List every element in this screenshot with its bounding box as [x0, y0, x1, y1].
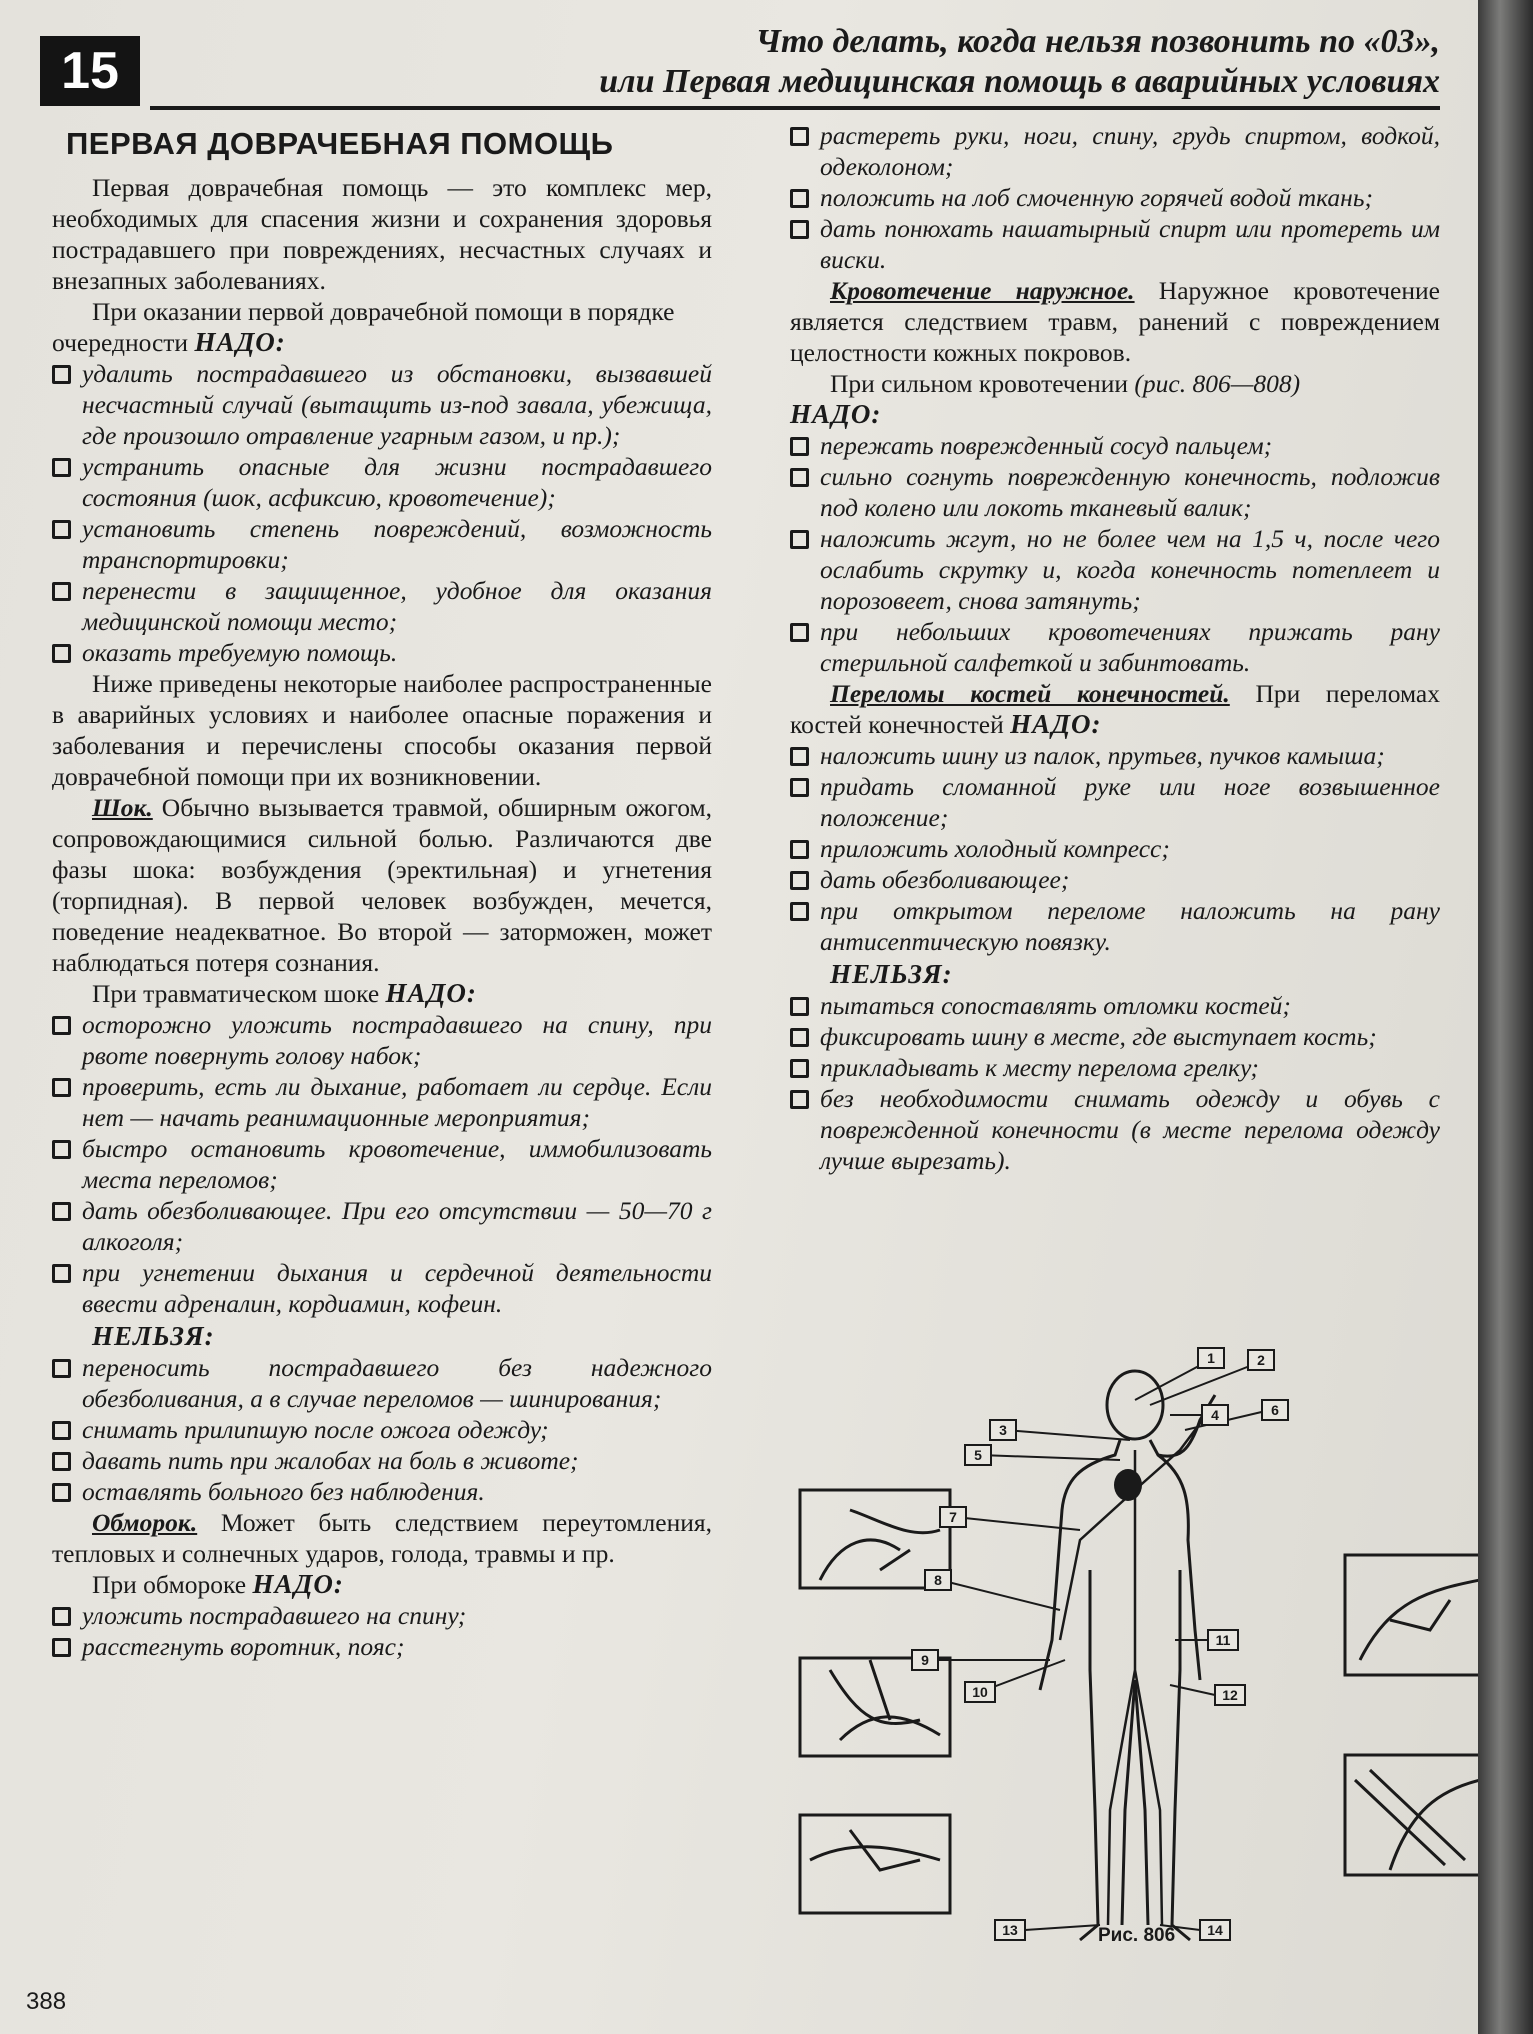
faint-lead	[52, 1569, 712, 1600]
faint-nado-label: НАДО:	[252, 1569, 344, 1599]
faint-lead-text: При обмороке	[92, 1570, 247, 1599]
list-item-text: оказать требуемую помощь.	[82, 638, 398, 667]
list-item-text: быстро остановить кровотечение, иммобилизовать места переломов;	[82, 1134, 712, 1194]
list-item	[52, 1631, 712, 1662]
shock-nelzya-label: НЕЛЬЗЯ:	[92, 1321, 215, 1351]
list-item	[790, 213, 1440, 275]
checkbox-icon	[790, 468, 809, 487]
list-item	[790, 1021, 1440, 1052]
list-item	[52, 637, 712, 668]
list-item	[790, 523, 1440, 616]
list-item-text: снимать прилипшую после ожога одежду;	[82, 1415, 549, 1444]
figure-806	[790, 1340, 1478, 1960]
intro-paragraph: Первая доврачебная помощь — это комплекс мер, необходимых для спасения жизни и сохранения здоровья пострадавшего при повреждениях, несчастных случаях и внезапных заболеваниях.	[52, 173, 712, 295]
list-item	[52, 1445, 712, 1476]
figure-label-text: 3	[999, 1422, 1007, 1438]
list-item-text: расстегнуть воротник, пояс;	[82, 1632, 405, 1661]
list-item	[790, 1052, 1440, 1083]
figure-label-text: 14	[1207, 1922, 1223, 1938]
list-item-text: устранить опасные для жизни пострадавшего состояния (шок, асфиксию, кровотечение);	[82, 452, 712, 512]
figure-label-text: 12	[1222, 1687, 1238, 1703]
figure-label-text: 6	[1271, 1402, 1279, 1418]
list-item	[52, 513, 712, 575]
list-item	[52, 1476, 712, 1507]
list-item-text: при открытом переломе наложить на рану антисептическую повязку.	[820, 896, 1440, 956]
list-item-text: дать обезболивающее;	[820, 865, 1070, 894]
bleeding-paragraph	[790, 275, 1440, 368]
fracture-heading: Переломы костей конечностей.	[830, 679, 1230, 708]
figure-caption: Рис. 806	[1098, 1925, 1176, 1946]
inset-box-leg	[1345, 1755, 1478, 1875]
bleeding-lead-text: При сильном кровотечении	[830, 369, 1129, 398]
list-item-text: уложить пострадавшего на спину;	[82, 1601, 467, 1630]
order-list	[52, 358, 712, 668]
chapter-title	[340, 22, 1440, 102]
figure-label-3	[990, 1420, 1016, 1440]
fracture-paragraph	[790, 678, 1440, 740]
fracture-nado-label: НАДО:	[1010, 709, 1102, 739]
figure-label-13	[995, 1920, 1025, 1940]
list-item	[790, 833, 1440, 864]
list-item	[52, 1600, 712, 1631]
checkbox-icon	[52, 1421, 71, 1440]
inset-drawing-shoulder	[830, 1660, 940, 1740]
checkbox-icon	[790, 1028, 809, 1047]
bleeding-lead	[790, 368, 1440, 399]
shock-paragraph	[52, 792, 712, 978]
checkbox-icon	[52, 1638, 71, 1657]
inset-box-thigh	[1345, 1555, 1478, 1675]
checkbox-icon	[52, 582, 71, 601]
list-item	[790, 990, 1440, 1021]
list-item-text: дать понюхать нашатырный спирт или протереть им виски.	[820, 214, 1440, 274]
list-item	[790, 120, 1440, 182]
list-item-text: приложить холодный компресс;	[820, 834, 1170, 863]
list-item	[790, 430, 1440, 461]
left-column	[52, 120, 712, 1662]
checkbox-icon	[790, 623, 809, 642]
figure-label-4	[1202, 1405, 1228, 1425]
figure-heart	[1114, 1469, 1142, 1501]
figure-label-text: 13	[1002, 1922, 1018, 1938]
checkbox-icon	[52, 1202, 71, 1221]
list-item-text: придать сломанной руке или ноге возвышенное положение;	[820, 772, 1440, 832]
checkbox-icon	[790, 840, 809, 859]
figure-illustration	[790, 1340, 1478, 1960]
bleeding-nado-label: НАДО:	[790, 399, 882, 429]
shock-heading: Шок.	[92, 793, 153, 822]
figure-label-12	[1215, 1685, 1245, 1705]
figure-label-14	[1200, 1920, 1230, 1940]
faint-text: Может быть следствием переутомления, тепловых и солнечных ударов, голода, травмы и пр.	[52, 1508, 712, 1568]
figure-label-text: 2	[1257, 1352, 1265, 1368]
list-item-text: пережать поврежденный сосуд пальцем;	[820, 431, 1273, 460]
figure-label-text: 8	[934, 1572, 942, 1588]
list-item-text: без необходимости снимать одежду и обувь с поврежденной конечности (в месте перелома одежду лучше вырезать).	[820, 1084, 1440, 1175]
checkbox-icon	[52, 644, 71, 663]
list-item	[790, 461, 1440, 523]
figure-label-11	[1208, 1630, 1238, 1650]
list-item	[52, 1071, 712, 1133]
list-item	[790, 1083, 1440, 1176]
list-item	[790, 616, 1440, 678]
figure-label-6	[1262, 1400, 1288, 1420]
checkbox-icon	[790, 997, 809, 1016]
checkbox-icon	[52, 1140, 71, 1159]
checkbox-icon	[790, 437, 809, 456]
checkbox-icon	[52, 1483, 71, 1502]
list-item-text: фиксировать шину в месте, где выступает кость;	[820, 1022, 1377, 1051]
shock-nelzya-list	[52, 1352, 712, 1507]
checkbox-icon	[790, 530, 809, 549]
chapter-number: 15	[40, 36, 140, 106]
checkbox-icon	[52, 1016, 71, 1035]
figure-label-8	[925, 1570, 951, 1590]
list-item-text: дать обезболивающее. При его отсутствии — 50—70 г алкоголя;	[82, 1196, 712, 1256]
checkbox-icon	[790, 127, 809, 146]
bleeding-text: Наружное кровотечение является следствием травм, ранений с повреждением целостности кожных покровов.	[790, 276, 1440, 367]
figure-label-5	[965, 1445, 991, 1465]
list-item-text: пытаться сопоставлять отломки костей;	[820, 991, 1291, 1020]
checkbox-icon	[790, 1090, 809, 1109]
checkbox-icon	[790, 1059, 809, 1078]
shock-text: Обычно вызывается травмой, обширным ожогом, сопровождающимися сильной болью. Различаются две фазы шока: возбуждения (эректильная) и угнетения (торпидная). В первой человек возбужден, мечется, поведение неадекватное. Во второй — заторможен, может наблюдаться потеря сознания.	[52, 793, 712, 977]
bleeding-heading: Кровотечение наружное.	[830, 276, 1135, 305]
figure-label-text: 9	[921, 1652, 929, 1668]
figure-label-7	[940, 1507, 966, 1527]
list-item-text: положить на лоб смоченную горячей водой ткань;	[820, 183, 1373, 212]
chapter-title-line-2: или Первая медицинская помощь в аварийных условиях	[599, 63, 1440, 100]
page-number: 388	[26, 1988, 67, 2015]
inset-drawing-neck	[820, 1510, 940, 1580]
faint-heading: Обморок.	[92, 1508, 198, 1537]
fracture-list	[790, 740, 1440, 957]
checkbox-icon	[52, 1359, 71, 1378]
list-item-text: оставлять больного без наблюдения.	[82, 1477, 485, 1506]
list-item-text: давать пить при жалобах на боль в животе;	[82, 1446, 579, 1475]
fracture-nelzya-label: НЕЛЬЗЯ:	[830, 959, 953, 989]
figure-label-text: 11	[1215, 1632, 1231, 1648]
chapter-title-line-1: Что делать, когда нельзя позвонить по «03»,	[755, 23, 1440, 60]
inset-drawing-arm	[810, 1830, 940, 1870]
checkbox-icon	[52, 1452, 71, 1471]
checkbox-icon	[790, 220, 809, 239]
list-item-text: установить степень повреждений, возможность транспортировки;	[82, 514, 712, 574]
list-item	[790, 740, 1440, 771]
fracture-nelzya-list	[790, 990, 1440, 1176]
checkbox-icon	[790, 747, 809, 766]
figure-label-1	[1198, 1348, 1224, 1368]
figure-label-text: 5	[974, 1447, 982, 1463]
figure-label-text: 7	[949, 1509, 957, 1525]
figure-label-10	[965, 1682, 995, 1702]
list-item	[52, 1257, 712, 1319]
list-item	[52, 1195, 712, 1257]
header-divider	[150, 106, 1440, 110]
checkbox-icon	[52, 1264, 71, 1283]
shock-nado-label: НАДО:	[385, 978, 477, 1008]
section-title: ПЕРВАЯ ДОВРАЧЕБНАЯ ПОМОЩЬ	[66, 126, 614, 161]
list-item-text: при небольших кровотечениях прижать рану стерильной салфеткой и забинтовать.	[820, 617, 1440, 677]
fracture-text: При переломах костей конечностей	[790, 679, 1440, 739]
order-lead	[52, 296, 712, 358]
checkbox-icon	[790, 902, 809, 921]
list-item	[790, 895, 1440, 957]
figure-label-text: 4	[1211, 1407, 1219, 1423]
checkbox-icon	[52, 520, 71, 539]
list-item	[52, 451, 712, 513]
overview-paragraph: Ниже приведены некоторые наиболее распространенные в аварийных условиях и наиболее опасные поражения и заболевания и перечислены способы оказания первой доврачебной помощи при их возникновении.	[52, 669, 712, 791]
list-item-text: переносить пострадавшего без надежного обезболивания, а в случае переломов — шинирования;	[82, 1353, 712, 1413]
list-item-text: перенести в защищенное, удобное для оказания медицинской помощи место;	[82, 576, 712, 636]
page-edge-shadow	[1478, 0, 1533, 2034]
list-item	[790, 771, 1440, 833]
inset-drawing-thigh	[1360, 1580, 1478, 1660]
list-item-text: проверить, есть ли дыхание, работает ли сердце. Если нет — начать реанимационные мероприятия;	[82, 1072, 712, 1132]
checkbox-icon	[52, 1607, 71, 1626]
right-column	[790, 120, 1440, 1176]
list-item-text: удалить пострадавшего из обстановки, вызвавшей несчастный случай (вытащить из-под завала, убежища, где произошло отравление угарным газом, и пр.);	[82, 359, 712, 450]
checkbox-icon	[790, 189, 809, 208]
list-item	[790, 182, 1440, 213]
list-item	[790, 864, 1440, 895]
list-item-text: осторожно уложить пострадавшего на спину, при рвоте повернуть голову набок;	[82, 1010, 712, 1070]
list-item-text: сильно согнуть поврежденную конечность, подложив под колено или локоть тканевый валик;	[820, 462, 1440, 522]
figure-label-text: 10	[972, 1684, 988, 1700]
checkbox-icon	[790, 778, 809, 797]
order-nado-label: НАДО:	[194, 327, 286, 357]
list-item-text: прикладывать к месту перелома грелку;	[820, 1053, 1259, 1082]
list-item	[52, 1009, 712, 1071]
checkbox-icon	[52, 365, 71, 384]
list-item-text: растереть руки, ноги, спину, грудь спиртом, водкой, одеколоном;	[820, 121, 1440, 181]
checkbox-icon	[52, 1078, 71, 1097]
faint-list	[52, 1600, 712, 1662]
shock-lead-text: При травматическом шоке	[92, 979, 380, 1008]
list-item	[52, 575, 712, 637]
figure-label-text: 1	[1207, 1350, 1215, 1366]
list-item-text: наложить жгут, но не более чем на 1,5 ч, после чего ослабить скрутку и, когда конечность потеплеет и порозовеет, снова затянуть;	[820, 524, 1440, 615]
list-item	[52, 1352, 712, 1414]
faint-list-continued	[790, 120, 1440, 275]
list-item	[52, 1414, 712, 1445]
faint-paragraph	[52, 1507, 712, 1569]
figure-reference: (рис. 806—808)	[1134, 369, 1301, 398]
list-item	[52, 1133, 712, 1195]
bleeding-list	[790, 430, 1440, 678]
shock-list	[52, 1009, 712, 1319]
shock-lead	[52, 978, 712, 1009]
list-item-text: наложить шину из палок, прутьев, пучков камыша;	[820, 741, 1385, 770]
figure-label-2	[1248, 1350, 1274, 1370]
checkbox-icon	[52, 458, 71, 477]
order-lead-text: При оказании первой доврачебной помощи в порядке очередности	[52, 297, 675, 357]
list-item	[52, 358, 712, 451]
list-item-text: при угнетении дыхания и сердечной деятельности ввести адреналин, кордиамин, кофеин.	[82, 1258, 712, 1318]
inset-drawing-leg	[1355, 1770, 1478, 1870]
figure-label-9	[912, 1650, 938, 1670]
checkbox-icon	[790, 871, 809, 890]
figure-head	[1107, 1371, 1163, 1439]
